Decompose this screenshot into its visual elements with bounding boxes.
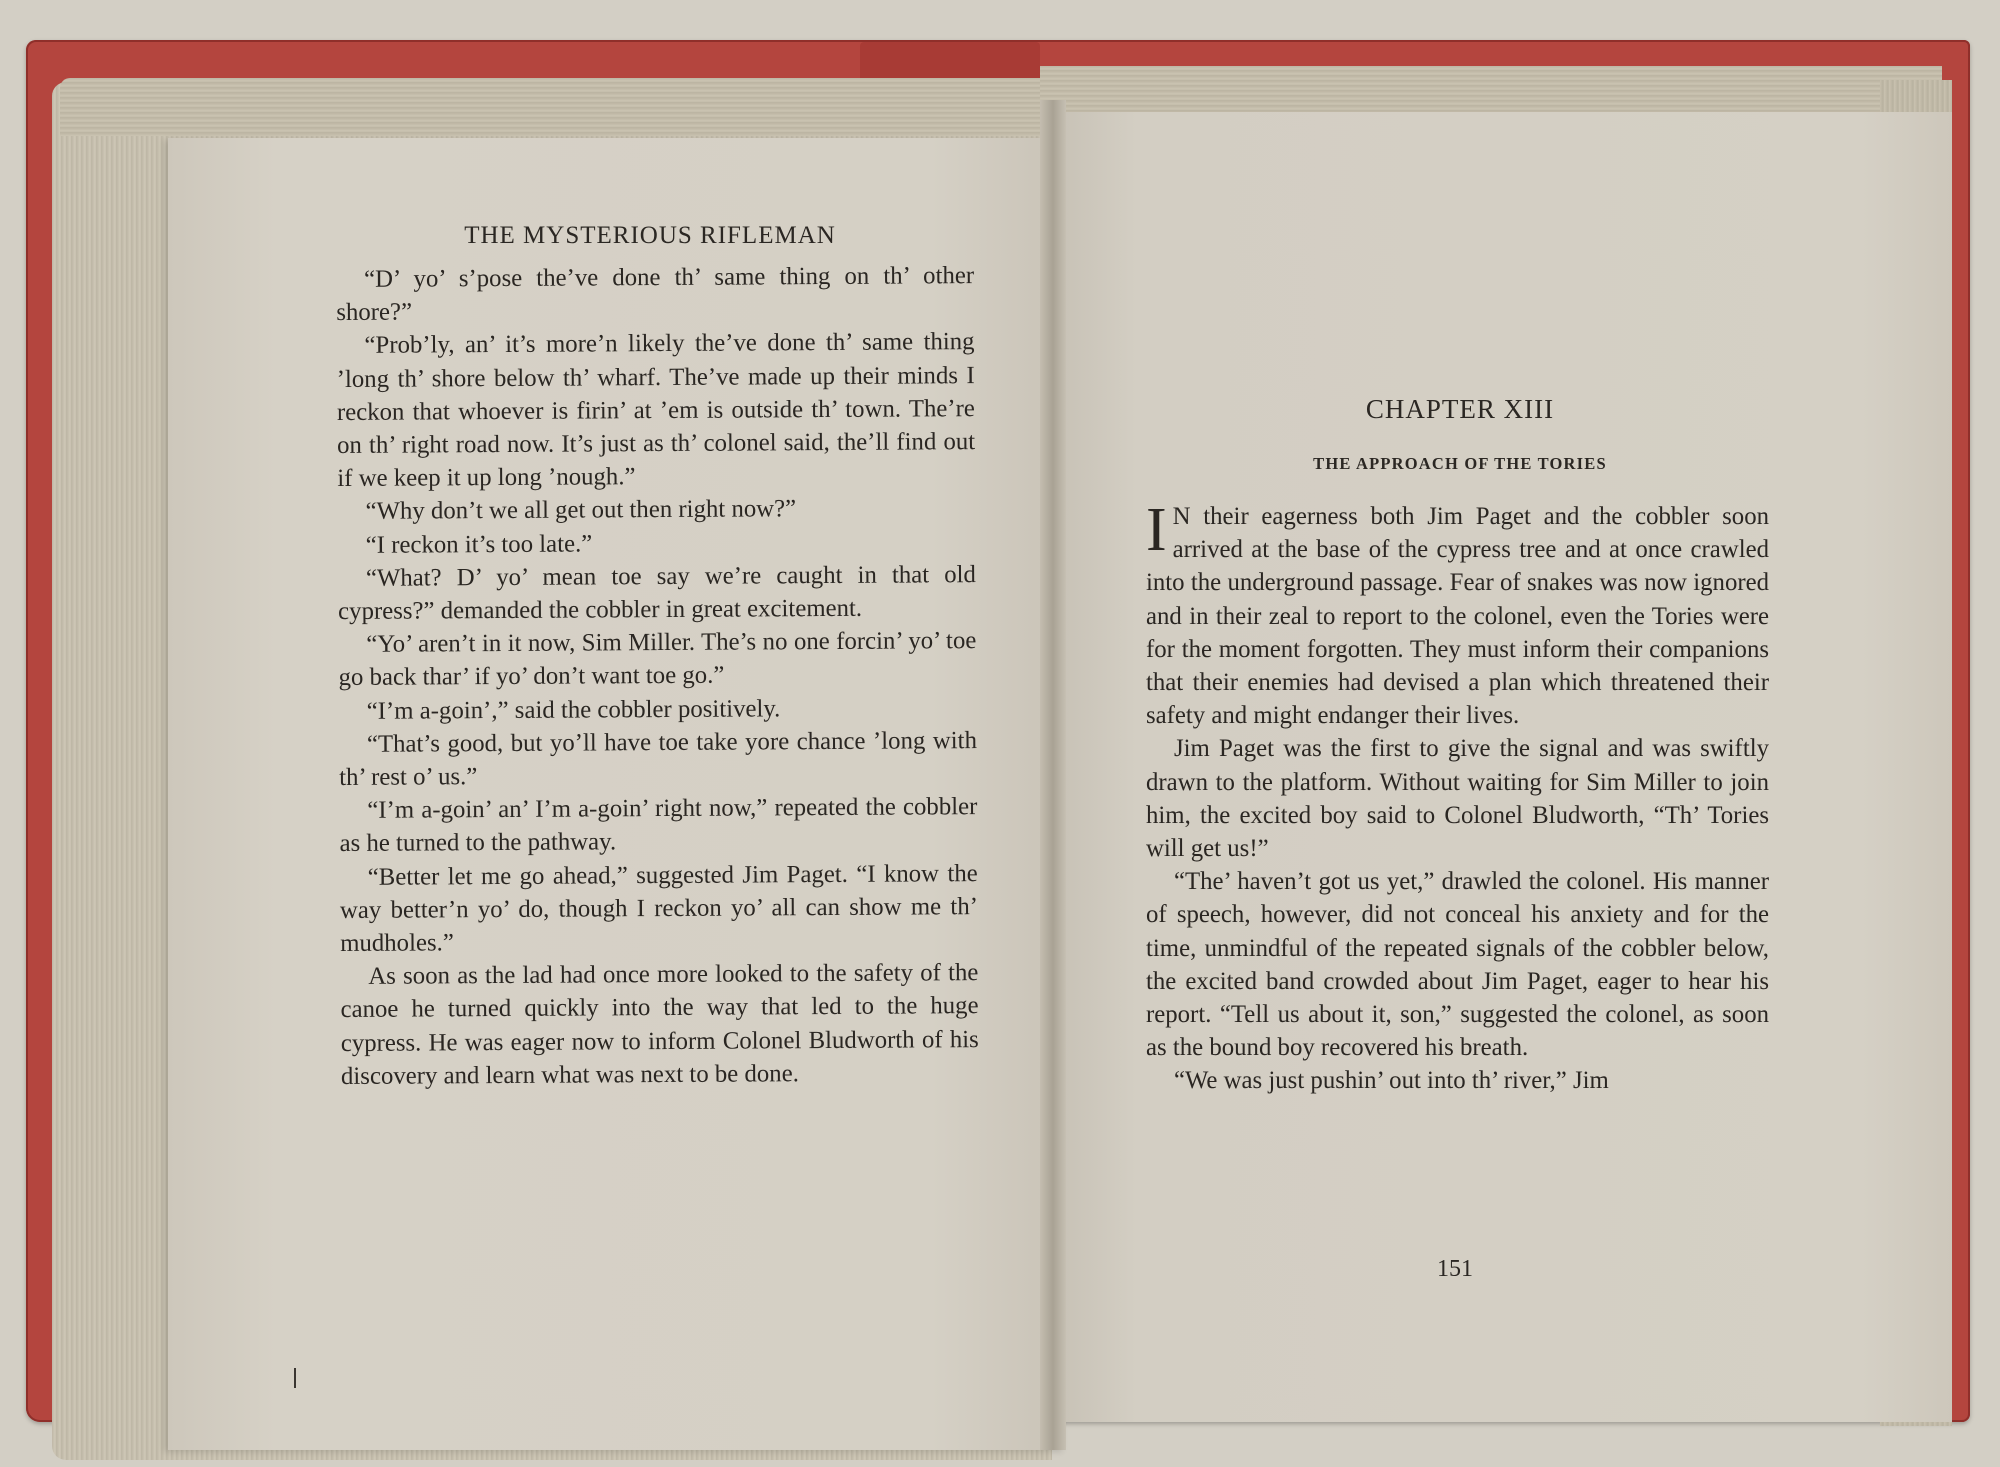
paragraph: “Why don’t we all get out then right now?” (365, 495, 797, 526)
left-page-text (336, 259, 979, 1093)
paragraph: “I’m a-goin’ an’ I’m a-goin’ right now,” repeated the cobbler as he turned to the pathway. (339, 793, 978, 858)
margin-mark (294, 1368, 296, 1388)
paragraph: “D’ yo’ s’pose the’ve done th’ same thing on th’ other shore?” (336, 262, 975, 327)
opening-paragraph-text: N their eagerness both Jim Paget and the cobbler soon arrived at the base of the cypress tree and at once crawled into the underground passage. Fear of snakes was now ignored and in their zeal to report to the colonel, even the Tories were for the moment forgotten. They must inform their companions that their enemies had devised a plan which threatened their safety and might endanger their lives. (1146, 503, 1769, 730)
page-number: 151 (1437, 1256, 1473, 1282)
paragraph: “That’s good, but yo’ll have toe take yore chance ’long with th’ rest o’ us.” (339, 726, 978, 792)
paragraph: Jim Paget was the first to give the signal and was swiftly drawn to the platform. Without waiting for Sim Miller to join him, the excited boy said to Colonel Bludworth, “Th’ Tories will get us!” (1146, 735, 1769, 863)
paragraph: “Prob’ly, an’ it’s more’n likely the’ve done th’ same thing ’long th’ shore below th’ wharf. The’ve made up their minds I reckon that whoever is firin’ at ’em is outside th’ town. The’re on th’ right road now. It’s just as th’ colonel said, the’ll find out if we keep it up long ’nough.” (336, 328, 976, 493)
running-head: THE MYSTERIOUS RIFLEMAN (464, 222, 836, 249)
right-page-text (1146, 496, 1769, 1098)
paragraph: “Better let me go ahead,” suggested Jim Paget. “I know the way better’n yo’ do, though I reckon yo’ all can show me th’ mudholes.” (339, 859, 979, 958)
left-top-page-edges (60, 78, 1050, 136)
paragraph: “We was just pushin’ out into th’ river,” Jim (1174, 1067, 1609, 1095)
paragraph: As soon as the lad had once more looked to the safety of the canoe he turned quickly into the way that led to the huge cypress. He was eager now to inform Colonel Bludworth of his discovery and learn what was next to be done. (340, 959, 979, 1090)
chapter-subtitle: THE APPROACH OF THE TORIES (1313, 454, 1607, 473)
paragraph: “Yo’ aren’t in it now, Sim Miller. The’s no one forcin’ yo’ toe go back thar’ if yo’ don’t want toe go.” (338, 627, 977, 692)
drop-cap: I (1146, 496, 1167, 564)
opening-paragraph (1146, 496, 1769, 732)
paragraph: “I reckon it’s too late.” (365, 530, 593, 559)
paragraph: “What? D’ yo’ mean toe say we’re caught in that old cypress?” demanded the cobbler in great excitement. (338, 560, 976, 626)
paragraph: “I’m a-goin’,” said the cobbler positively. (366, 694, 781, 725)
paragraph: “The’ haven’t got us yet,” drawled the colonel. His manner of speech, however, did not conceal his anxiety and for the time, unmindful of the repeated signals of the cobbler below, the excited band crowded about Jim Paget, eager to hear his report. “Tell us about it, son,” suggested the colonel, as soon as the bound boy recovered his breath. (1146, 868, 1769, 1062)
chapter-title: CHAPTER XIII (1365, 394, 1555, 424)
book-gutter (1040, 100, 1066, 1450)
